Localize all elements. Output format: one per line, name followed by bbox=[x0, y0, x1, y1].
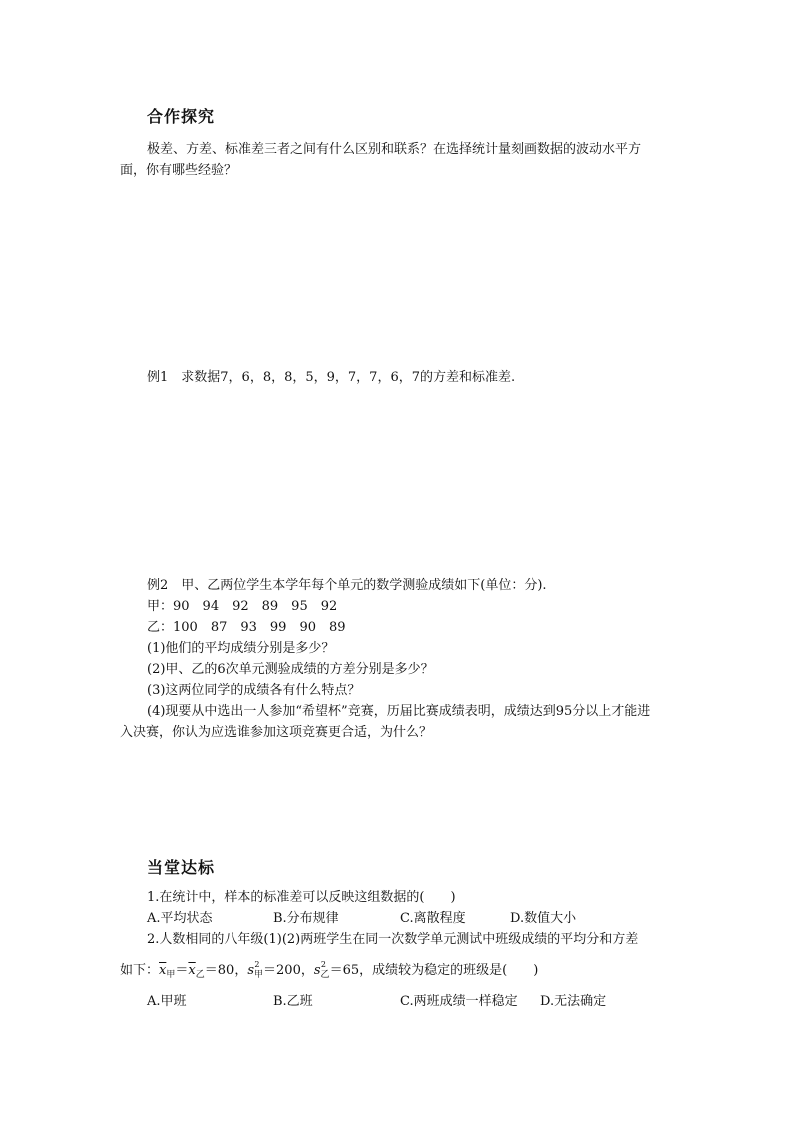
jia-subscript: 甲 bbox=[254, 970, 264, 980]
equals-sign: ＝ bbox=[175, 963, 189, 978]
yi-score-list: 100 87 93 99 90 89 bbox=[173, 620, 346, 635]
section-title-cooperative-inquiry: 合作探究 bbox=[147, 107, 216, 126]
variance-jia-symbol bbox=[247, 962, 263, 984]
section-title-in-class-practice: 当堂达标 bbox=[147, 858, 216, 877]
example-2-question-1: (1)他们的平均成绩分别是多少？ bbox=[147, 641, 335, 656]
jia-label: 甲： bbox=[147, 599, 174, 614]
practice-2-option-a: A.甲班 bbox=[147, 994, 187, 1009]
practice-2-given-data: 如下：$\overline{x}_甲=\overline{x}_乙=80$，s 2 $_甲$＝200，s 2 $_乙$＝65，成绩较为稳定的班级是( ) bbox=[120, 962, 538, 984]
example-2-question-4-line-2: 入决赛，你认为应选谁参加这项竞赛更合适，为什么？ bbox=[120, 725, 433, 740]
inquiry-question-line-1: 极差、方差、标准差三者之间有什么区别和联系？在选择统计量刻画数据的波动水平方 bbox=[147, 142, 642, 157]
example-2-question-3: (3)这两位同学的成绩各有什么特点？ bbox=[147, 683, 361, 698]
equals-sign: ＝ bbox=[329, 963, 343, 978]
example-2-question-4-line-1: (4)现要从中选出一人参加“希望杯”竞赛，历届比赛成绩表明，成绩达到95分以上才能进 bbox=[147, 704, 651, 719]
s-symbol: s bbox=[313, 963, 321, 978]
variance-jia-value: 200 bbox=[276, 963, 301, 978]
practice-1-option-c: C.离散程度 bbox=[400, 911, 466, 926]
example-2-question-2: (2)甲、乙的6次单元测验成绩的方差分别是多少？ bbox=[147, 662, 434, 677]
equals-sign: ＝ bbox=[263, 963, 277, 978]
jia-subscript: 甲 bbox=[166, 970, 176, 980]
square-exponent: 2 bbox=[254, 960, 260, 969]
mean-value: 80 bbox=[217, 963, 235, 978]
yi-subscript: 乙 bbox=[195, 970, 205, 980]
practice-1-option-d: D.数值大小 bbox=[510, 911, 577, 926]
variance-yi-symbol bbox=[314, 962, 330, 984]
practice-2-option-b: B.乙班 bbox=[273, 994, 313, 1009]
yi-label: 乙： bbox=[147, 620, 174, 635]
variance-yi-value: 65 bbox=[342, 963, 360, 978]
practice-2-option-d: D.无法确定 bbox=[540, 994, 607, 1009]
example-2-jia-scores bbox=[147, 598, 337, 616]
practice-1-stem: 1.在统计中，样本的标准差可以反映这组数据的( ) bbox=[147, 890, 456, 905]
practice-1-option-a: A.平均状态 bbox=[147, 911, 213, 926]
practice-2-stem: 2.人数相同的八年级(1)(2)两班学生在同一次数学单元测试中班级成绩的平均分和方差 bbox=[147, 932, 639, 947]
yi-subscript: 乙 bbox=[320, 970, 330, 980]
practice-1-option-b: B.分布规律 bbox=[273, 911, 339, 926]
given-prefix: 如下： bbox=[120, 963, 160, 978]
example-2-yi-scores bbox=[147, 619, 346, 637]
practice-2-option-c: C.两班成绩一样稳定 bbox=[400, 994, 518, 1009]
s-symbol: s bbox=[247, 963, 254, 978]
square-exponent: 2 bbox=[320, 960, 326, 969]
example-1-text: 例1 求数据7，6，8，8，5，9，7，7，6，7的方差和标准差. bbox=[147, 370, 516, 385]
equals-sign: ＝ bbox=[204, 963, 218, 978]
x-bar-symbol: $\overline{x}$ bbox=[159, 963, 167, 978]
inquiry-question-line-2: 面，你有哪些经验？ bbox=[120, 163, 238, 178]
question-suffix: ，成绩较为稳定的班级是( ) bbox=[359, 963, 539, 978]
x-bar-symbol: $\overline{x}$ bbox=[188, 963, 196, 978]
example-2-intro: 例2 甲、乙两位学生本学年每个单元的数学测验成绩如下(单位：分). bbox=[147, 578, 547, 593]
jia-score-list: 90 94 92 89 95 92 bbox=[173, 599, 338, 614]
